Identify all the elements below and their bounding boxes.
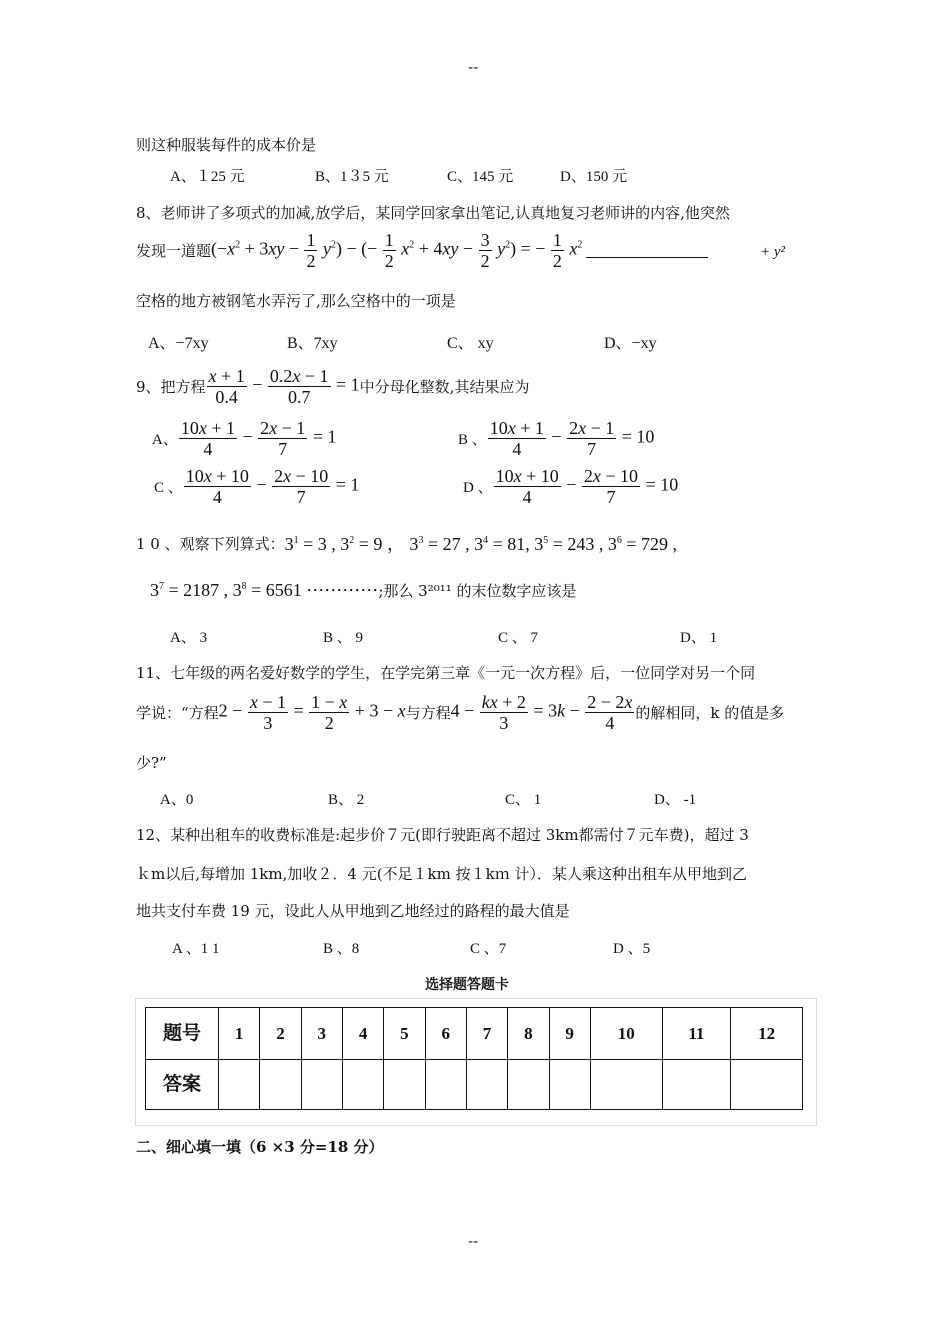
q10-option-a: A、 3 — [170, 630, 208, 646]
q11-line2-prefix: 学说：“方程 — [136, 704, 219, 722]
q10-option-d: D、 1 — [680, 630, 718, 646]
answer-card-number: 8 — [508, 1008, 549, 1060]
q8-line2-prefix: 发现一道题 — [136, 242, 212, 260]
answer-cell[interactable] — [590, 1060, 662, 1110]
q10-powers-1: $3^1 = 3$ , $3^2 = 9$ ， $3^3 = 27$ , $3^4 = 81$, $3^5 = 243$ , $3^6 = 729$ , — [284, 534, 678, 554]
q12-line3: 地共支付车费 19 元，设此人从甲地到乙地经过的路程的最大值是 — [136, 902, 570, 920]
q12-option-d: D 、5 — [613, 941, 651, 957]
q10-line2 — [150, 580, 577, 601]
answer-cell[interactable] — [549, 1060, 590, 1110]
q9-option-b-label: B 、 — [458, 432, 487, 448]
answer-card-row2-label: 答案 — [146, 1060, 219, 1110]
answer-card-number: 7 — [466, 1008, 507, 1060]
q12-option-c: C 、7 — [470, 941, 507, 957]
answer-card-number-row — [146, 1008, 803, 1060]
q8-option-a: A、−7xy — [148, 335, 209, 352]
q8-option-b: B、7xy — [287, 335, 338, 352]
q7-option-c: C、145 元 — [447, 169, 514, 185]
q9-equation: $\frac{x + 1}{0.4}$ − $\frac{0.2x - 1}{0.7}$ = 1 — [208, 366, 360, 407]
q9-option-b: B 、 $\frac{10x + 1}{4}$ − $\frac{2x - 1}{7}$ = 10 — [458, 418, 655, 459]
answer-cell[interactable] — [384, 1060, 425, 1110]
answer-card-row1-label: 题号 — [146, 1008, 219, 1060]
q12-line2: ｋm以后,每增加 1km,加收２．4 元(不足１km 按１kｍ 计）．某人乘这种出租车从甲地到乙 — [136, 865, 747, 883]
q10-line1 — [136, 530, 677, 556]
answer-cell[interactable] — [219, 1060, 260, 1110]
answer-cell[interactable] — [508, 1060, 549, 1110]
q10-line2-suffix: ;那么 3²⁰¹¹ 的末位数字应该是 — [378, 582, 577, 600]
answer-cell[interactable] — [425, 1060, 466, 1110]
q8-option-d: D、−xy — [604, 335, 657, 352]
q11-equation-1: 2 − $\frac{x - 1}{3}$ = $\frac{1 - x}{2}$ + 3 − x — [218, 692, 406, 733]
answer-card-number: 3 — [301, 1008, 342, 1060]
footer-mark: -- — [468, 1232, 479, 1250]
q8-line3: 空格的地方被钢笔水弄污了,那么空格中的一项是 — [136, 292, 456, 310]
q7-option-d: D、150 元 — [560, 169, 628, 185]
q11-line3: 少?” — [136, 754, 167, 772]
q8-blank — [586, 243, 708, 258]
q7-stem: 则这种服装每件的成本价是 — [136, 136, 317, 154]
answer-card-number: 1 — [219, 1008, 260, 1060]
q10-option-c: C 、 7 — [498, 630, 539, 646]
q8-line1: 8、老师讲了多项式的加减,放学后，某同学回家拿出笔记,认真地复习老师讲的内容,他突然 — [136, 204, 730, 222]
q9-stem — [136, 366, 529, 407]
q10-line1-prefix: 1 0 、观察下列算式： — [136, 534, 285, 553]
q11-option-c: C、 1 — [505, 792, 542, 808]
q11-option-a: A、0 — [160, 792, 194, 808]
q11-equation-2: 4 − $\frac{kx + 2}{3}$ = 3k − $\frac{2 - 2x}{4}$ — [450, 692, 633, 733]
answer-card-number: 9 — [549, 1008, 590, 1060]
q9-option-a: A、 $\frac{10x + 1}{4}$ − $\frac{2x - 1}{7}$ = 1 — [152, 418, 337, 459]
answer-card-title: 选择题答题卡 — [425, 977, 509, 993]
q9-option-c-label: C 、 — [154, 480, 183, 496]
answer-cell[interactable] — [662, 1060, 730, 1110]
q7-option-a: A、１25 元 — [170, 169, 245, 185]
answer-card-number: 11 — [662, 1008, 730, 1060]
q11-option-d: D、 -1 — [654, 792, 697, 808]
q12-option-a: A 、1 1 — [172, 941, 220, 957]
answer-card-number: 2 — [260, 1008, 301, 1060]
q9-option-a-label: A、 — [152, 432, 178, 448]
q9-prefix: 9、把方程 — [136, 378, 206, 396]
answer-card-number: 12 — [731, 1008, 803, 1060]
q9-suffix: 中分母化整数,其结果应为 — [359, 378, 530, 396]
q11-line1: 11、七年级的两名爱好数学的学生，在学完第三章《一元一次方程》后，一位同学对另一个同 — [136, 664, 756, 682]
q10-powers-2: $3^7 = 2187$ , $3^8 = 6561$ ⋯⋯⋯⋯ — [150, 580, 379, 600]
answer-cell[interactable] — [466, 1060, 507, 1110]
q8-option-c: C、 xy — [447, 335, 494, 352]
answer-card-answer-row — [146, 1060, 803, 1110]
q11-line2-mid: 与方程 — [405, 704, 451, 722]
answer-card-number: 4 — [342, 1008, 383, 1060]
q9-option-d-label: D 、 — [463, 480, 493, 496]
answer-cell[interactable] — [731, 1060, 803, 1110]
answer-card-number: 6 — [425, 1008, 466, 1060]
q11-line2 — [136, 692, 784, 733]
q8-equation-line — [136, 230, 708, 271]
answer-cell[interactable] — [260, 1060, 301, 1110]
answer-card-number: 10 — [590, 1008, 662, 1060]
q9-option-c: C 、 $\frac{10x + 10}{4}$ − $\frac{2x - 10}{7}$ = 1 — [154, 466, 360, 507]
answer-cell[interactable] — [342, 1060, 383, 1110]
answer-card-table — [145, 1007, 803, 1110]
q8-equation: ($-x^2 + 3xy$ − $\frac{1}{2}$ $y^2$) − (− $\frac{1}{2}$ $x^2 + 4xy$ − $\frac{3}{2}$ $y^2$) = − $\frac{1}{2}$ $x^2$ — [211, 230, 583, 271]
q9-option-d: D 、 $\frac{10x + 10}{4}$ − $\frac{2x - 10}{7}$ = 10 — [463, 466, 679, 507]
section2-title: 二、细心填一填（6 ×3 分=18 分） — [136, 1138, 384, 1156]
answer-card-number: 5 — [384, 1008, 425, 1060]
q7-option-b: B、1３5 元 — [315, 169, 389, 185]
q11-line2-suffix: 的解相同，k 的值是多 — [635, 704, 785, 722]
q8-line2-suffix: + y² — [760, 244, 786, 260]
q12-line1: 12、某种出租车的收费标准是:起步价７元(即行驶距离不超过 3km都需付７元车费)，超过 3 — [136, 826, 749, 844]
answer-cell[interactable] — [301, 1060, 342, 1110]
header-mark: -- — [468, 58, 479, 76]
q12-option-b: B 、8 — [323, 941, 360, 957]
q11-option-b: B、 2 — [328, 792, 365, 808]
q10-option-b: B 、 9 — [323, 630, 364, 646]
